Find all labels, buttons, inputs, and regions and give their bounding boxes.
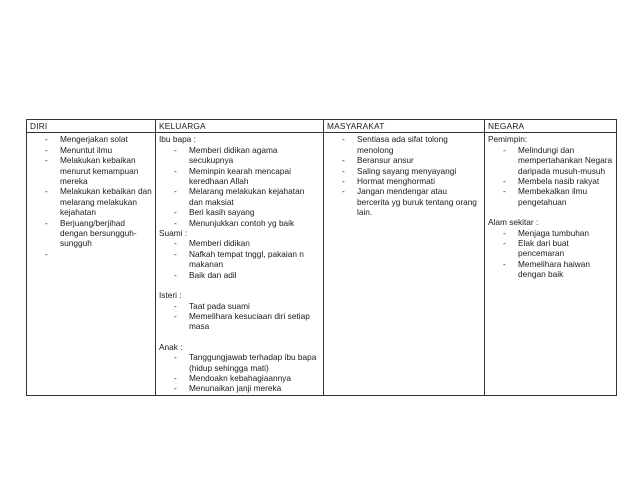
alam-sekitar-list xyxy=(488,228,613,280)
suami-list xyxy=(159,238,320,280)
header-keluarga: KELUARGA xyxy=(156,120,324,133)
list-item: - Melakukan kebaikan dan melarang melakukan kejahatan xyxy=(30,186,152,217)
list-item: - Nafkah tempat tnggl, pakaian n makanan xyxy=(159,249,320,270)
list-item-empty xyxy=(30,249,152,259)
list-item: - Menjaga tumbuhan xyxy=(488,228,613,238)
cell-keluarga xyxy=(156,133,324,395)
list-item: - Melakukan kebaikan menurut kemampuan mereka xyxy=(30,155,152,186)
alam-sekitar-label: Alam sekitar : xyxy=(488,217,539,228)
list-item: - Menuntut ilmu xyxy=(30,145,152,155)
pemimpin-label: Pemimpin: xyxy=(488,134,528,145)
diri-list xyxy=(30,134,152,259)
list-item: - Taat pada suami xyxy=(159,301,320,311)
list-item: - Menunaikan janji mereka xyxy=(159,383,320,393)
pemimpin-list xyxy=(488,145,613,207)
list-item: - Membekalkan ilmu pengetahuan xyxy=(488,186,613,207)
isteri-label: Isteri : xyxy=(159,290,182,301)
spacer xyxy=(159,332,320,342)
list-item: - Melindungi dan mempertahankan Negara daripada musuh-musuh xyxy=(488,145,613,176)
list-item: - Melarang melakukan kejahatan dan maksiat xyxy=(159,186,320,207)
list-item: - Berjuang/berjihad dengan bersungguh-sungguh xyxy=(30,218,152,249)
list-item: - Memberi didikan xyxy=(159,238,320,248)
ibu-bapa-label: Ibu bapa : xyxy=(159,134,196,145)
list-item: - Hormat menghormati xyxy=(327,176,481,186)
responsibility-table xyxy=(26,119,617,396)
ibu-bapa-list xyxy=(159,145,320,228)
list-item: - Mendoakn kebahagiaannya xyxy=(159,373,320,383)
list-item: - Tanggungjawab terhadap ibu bapa (hidup sehingga mati) xyxy=(159,352,320,373)
masyarakat-list xyxy=(327,134,481,217)
cell-diri xyxy=(27,133,156,395)
header-diri: DIRI xyxy=(27,120,156,133)
anak-label: Anak : xyxy=(159,341,183,352)
list-item: - Beransur ansur xyxy=(327,155,481,165)
list-item: - Memberi didikan agama secukupnya xyxy=(159,145,320,166)
suami-label: Suami : xyxy=(159,228,188,239)
isteri-list xyxy=(159,301,320,332)
list-item: - Membela nasib rakyat xyxy=(488,176,613,186)
header-masyarakat: MASYARAKAT xyxy=(324,120,485,133)
list-item: - Beri kasih sayang xyxy=(159,207,320,217)
list-item: - Sentiasa ada sifat tolong menolong xyxy=(327,134,481,155)
list-item: - Meminpin kearah mencapai keredhaan Allah xyxy=(159,166,320,187)
list-item: - Jangan mendengar atau bercerita yg buruk tentang orang lain. xyxy=(327,186,481,217)
list-item: - Memelihara kesuciaan diri setiap masa xyxy=(159,311,320,332)
list-item: - Memelihara haiwan dengan baik xyxy=(488,259,613,280)
header-negara: NEGARA xyxy=(485,120,617,133)
list-item: - Saling sayang menyayangi xyxy=(327,166,481,176)
spacer xyxy=(159,280,320,290)
cell-masyarakat xyxy=(324,133,485,395)
list-item: - Elak dari buat pencemaran xyxy=(488,238,613,259)
cell-negara xyxy=(485,133,617,395)
anak-list xyxy=(159,352,320,394)
content-row xyxy=(27,133,617,395)
list-item: - Baik dan adil xyxy=(159,270,320,280)
list-item: - Menunjukkan contoh yg baik xyxy=(159,218,320,228)
spacer xyxy=(488,207,613,217)
list-item: - Mengerjakan solat xyxy=(30,134,152,144)
header-row xyxy=(27,120,617,133)
